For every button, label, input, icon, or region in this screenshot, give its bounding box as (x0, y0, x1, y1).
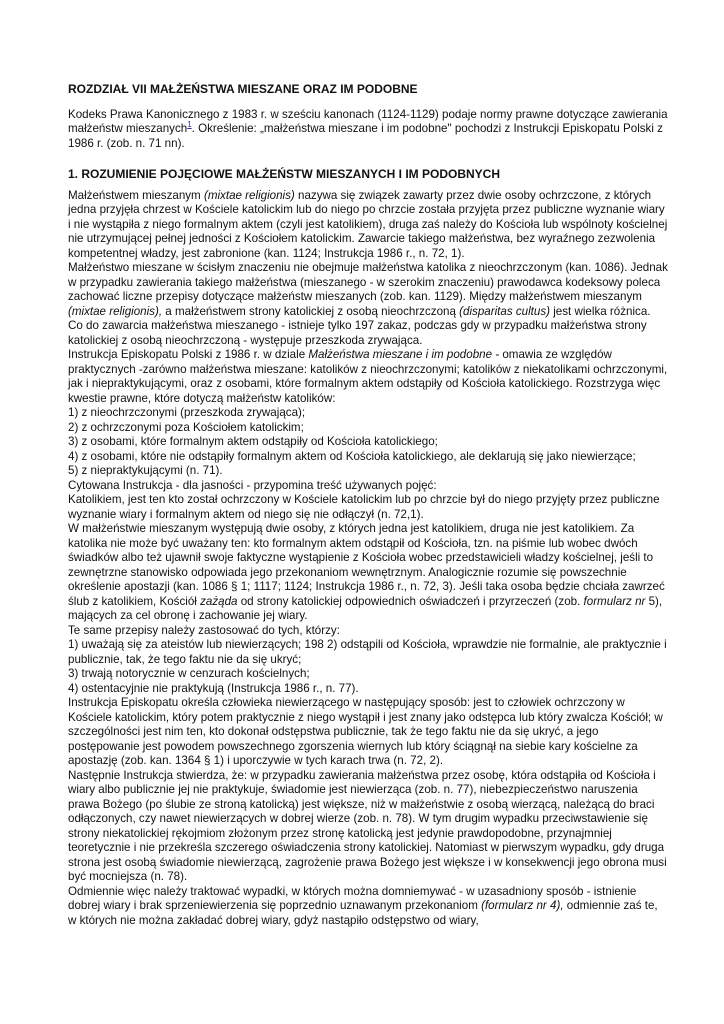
p10-text-c: odmiennie zaś te, w których nie można zakładać dobrej wiary, gdyż nastąpiło odstępstwo od wiary, (68, 899, 658, 927)
footnote-link[interactable]: 1 (187, 120, 192, 130)
p6-text-a: W małżeństwie mieszanym występują dwie osoby, z których jedna jest katolikiem, druga nie jest katolikiem. Za katolika nie może być uważany ten: kto formalnym aktem odstąpił od Kościoła, tzn. na piśmie lub wobec dwóch świadków albo też ujawnił swoje faktyczne wystąpienie z Kościoła wobec przedstawicieli władzy kościelnej, jeśli to zewnętrzne stanowisko odpowiada jego przekonaniom wewnętrznym. Analogicznie rozumie się powszechnie określenie apostazji (kan. 1086 § 1; 1117; 1124; Instrukcja 1986 r., n. 72, 3). Jeśli taka osoba będzie chciała zawrzeć ślub z katolikiem, Kościół (68, 522, 665, 608)
paragraph-strict-meaning (68, 261, 668, 348)
p2-term-mixtae-religionis: (mixtae religionis), (68, 304, 163, 318)
list-item: 3) trwają notorycznie w cenzurach kościelnych; (68, 667, 310, 680)
p2-term-disparitas-cultus: (disparitas cultus) (459, 304, 550, 318)
p3-text-a: Instrukcja Episkopatu Polski z 1986 r. w dziale (68, 348, 309, 361)
paragraph-non-believer-definition: Instrukcja Episkopatu określa człowieka niewierzącego w następujący sposób: jest to człowiek ochrzczony w Kościele katolickim, który potem praktycznie z niego wystąpił i jest znany jako odstępca lub który zwalcza Kościół; w szczególności jest nim ten, kto dokonał odstępstwa publicznie, tak że tego faktu nie da się ukryć, a jego postępowanie jest powodem powszechnego zgorszenia wiernych lub który ściągnął na siebie kary kościelne za apostazję (zob. kan. 1364 § 1) i uporczywie w tych karach trwa (n. 72, 2). (68, 696, 663, 767)
paragraph-different-treatment (68, 885, 668, 929)
p2-text-a: Małżeństwo mieszane w ścisłym znaczeniu nie obejmuje małżeństwa katolika z nieochrzczonym (kan. 1086). Jednak w przypadku zawierania takiego małżeństwa (mieszanego - w szerokim znaczeniu) prawodawca kodeksowy poleca zachować liczne przepisy dotyczące małżeństw mieszanych (zob. kan. 1129). Między małżeństwem mieszanym (68, 261, 668, 303)
section-title: 1. ROZUMIENIE POJĘCIOWE MAŁŻEŃSTW MIESZANYCH I IM PODOBNYCH (68, 167, 501, 181)
list-item: 1) uważają się za ateistów lub niewierzących; 198 2) odstąpili od Kościoła, wprawdzie nie formalnie, ale praktycznie i publicznie, tak, że tego faktu nie da się ukryć; (68, 638, 667, 666)
list-item: 4) ostentacyjnie nie praktykują (Instrukcja 1986 r., n. 77). (68, 681, 359, 695)
list-item: 3) z osobami, które formalnym aktem odstąpiły od Kościoła katolickiego; (68, 435, 438, 448)
paragraph-instruction-1986 (68, 348, 668, 406)
list-item: 2) z ochrzczonymi poza Kościołem katolickim; (68, 420, 304, 434)
p3-section-title: Małżeństwa mieszane i im podobne - (308, 348, 500, 361)
paragraph-terms-intro: Cytowana Instrukcja - dla jasności - przypomina treść używanych pojęć: (68, 478, 437, 492)
p2-text-e: jest wielka różnica. Co do zawarcia małżeństwa mieszanego - istnieje tylko 197 zakaz, podczas gdy w przypadku małżeństwa strony katolickiej z osobą nieochrzczoną - występuje przeszkoda zrywająca. (68, 304, 651, 347)
paragraph-catholic-definition: Katolikiem, jest ten kto został ochrzczony w Kościele katolickim lub po chrzcie był do niego przyjęty przez publiczne wyznanie wiary i formalnym aktem od niego się nie odłączył (n. 72,1). (68, 493, 660, 521)
p10-text-a: Odmiennie więc należy traktować wypadki, w których można domniemywać - w uzasadniony sposób - istnienie dobrej wiary i brak sprzeniewierzenia się poprzednio uznawanym przekonaniom (68, 884, 637, 912)
p1-text-a: Małżeństwem mieszanym (68, 188, 204, 202)
p6-form-reference: formularz nr (583, 594, 646, 608)
p2-text-c: a małżeństwem strony katolickiej z osobą nieochrzczoną (162, 304, 460, 318)
paragraph-same-rules: Te same przepisy należy zastosować do tych, którzy: (68, 623, 340, 637)
same-rules-list (68, 638, 668, 696)
p1-term-mixtae-religionis: (mixtae religionis) (203, 188, 295, 202)
document-page (68, 82, 668, 928)
list-item: 4) z osobami, które nie odstąpiły formalnym aktem od Kościoła katolickiego, ale deklarują się jako niewierzące; (68, 449, 636, 463)
p3-text-c: omawia ze względów praktycznych -zarówno małżeństwa mieszane: katolików z nieochrzczonymi; katolików z niekatolikami ochrzczonymi, jak i niepraktykującymi, oraz z osobami, które formalnym aktem odstąpiły od Kościoła katolickiego. Rozstrzyga więc kwestie prawne, które dotyczą małżeństw katolików: (68, 348, 668, 405)
p6-emphasis: zażąda (200, 594, 238, 608)
p10-form-reference: (formularz nr 4), (481, 899, 564, 912)
intro-paragraph (68, 108, 668, 152)
p1-text-c: nazywa się związek zawarty przez dwie osoby ochrzczone, z których jedna przyjęła chrzest w Kościele katolickim lub do niego po chrzcie została przyjęta przez publiczne wyznanie wiary i nie wystąpiła z niego formalnym aktem (czyli jest katolikiem), druga zaś należy do Kościoła lub wspólnoty kościelnej nie utrzymującej pełnej jedności z Kościołem katolickim. Zawarcie takiego małżeństwa, bez wyraźnego zezwolenia kompetentnej władzy, jest zabronione (kan. 1124; Instrukcja 1986 r., n. 72, 1). (68, 188, 668, 260)
list-item: 5) z niepraktykującymi (n. 71). (68, 464, 223, 477)
list-item: 1) z nieochrzczonymi (przeszkoda zrywająca); (68, 406, 306, 419)
p6-text-e: 5), mających za cel obronę i zachowanie jej wiary. (68, 594, 663, 622)
chapter-title: ROZDZIAŁ VII MAŁŻEŃSTWA MIESZANE ORAZ IM PODOBNE (68, 82, 418, 96)
intro-text-2: . Określenie: „małżeństwa mieszane i im podobne" pochodzi z Instrukcji Episkopatu Polski z 1986 r. (zob. n. 71 nn). (68, 122, 663, 150)
paragraph-mixed-marriage-definition (68, 189, 668, 262)
catholic-marriage-cases-list (68, 406, 668, 479)
paragraph-mixed-marriage-persons (68, 522, 668, 624)
intro-text-1: Kodeks Prawa Kanonicznego z 1983 r. w sześciu kanonach (1124-1129) podaje normy prawne dotyczące zawierania małżeństw mieszanych (68, 107, 668, 135)
p6-text-c: od strony katolickiej odpowiednich oświadczeń i przyrzeczeń (zob. (237, 594, 584, 608)
paragraph-instruction-statement: Następnie Instrukcja stwierdza, że: w przypadku zawierania małżeństwa przez osobę, która odstąpiła od Kościoła i wiary albo publicznie jej nie praktykuje, świadomie jest niewierząca (zob. n. 77), niebezpieczeństwo naruszenia prawa Bożego (po ślubie ze stroną katolicką) jest większe, niż w małżeństwie z osobą wierzącą, należącą do braci odłączonych, czy nawet niewierzących w dobrej wierze (zob. n. 78). W tym drugim wypadku przeciwstawienie się strony niekatolickiej rękojmiom złożonym przez stronę katolicką jest jedynie prawdopodobne, przynajmniej teoretycznie i nie przekreśla szczerego oświadczenia strony katolickiej. Natomiast w pierwszym wypadku, gdy druga strona jest osobą świadomie niewierzącą, zagrożenie prawa Bożego jest większe i w konsekwencji jego obrona musi być mocniejsza (n. 78). (68, 768, 667, 883)
